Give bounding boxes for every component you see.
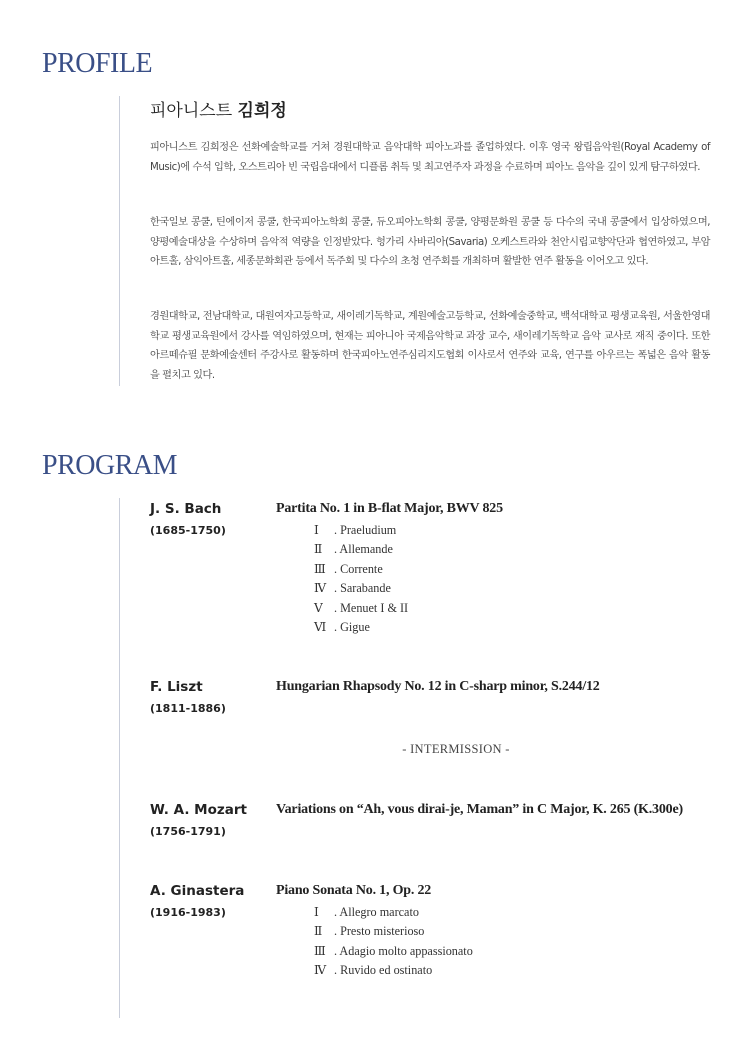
movement-name: . Allegro marcato: [334, 905, 419, 919]
movement-number: Ⅰ: [314, 905, 319, 919]
composer-name: F. Liszt: [150, 679, 203, 695]
composer-mozart: [150, 802, 270, 840]
profile-paragraph-1: 피아니스트 김희정은 선화예술학교를 거쳐 경원대학교 음악대학 피아노과를 졸업하였다. 이후 영국 왕립음악원(Royal Academy of Music)에 수석 입학, 오스트리아 빈 국립음대에서 디플롬 취득 및 최고연주자 과정을 수료하며 피아노 음악을 깊이 있게 탐구하였다.: [150, 142, 710, 173]
movement-item: [314, 560, 726, 579]
movement-number: Ⅱ: [314, 924, 323, 939]
heading-prefix: 피아니스트: [150, 101, 238, 121]
composer-ginastera: [150, 883, 270, 921]
movement-number: Ⅴ: [314, 600, 323, 615]
pianist-name: 김희정: [237, 101, 287, 121]
composer-years: (1685-1750): [150, 524, 226, 537]
work-title: Hungarian Rhapsody No. 12 in C-sharp minor, S.244/12: [276, 679, 600, 694]
profile-paragraph-3: 경원대학교, 전남대학교, 대원여자고등학교, 새이레기독학교, 계원예술고등학교, 선화예술중학교, 백석대학교 평생교육원, 서울한영대학교 평생교육원에서 강사를 역임하였으며, 현재는 피아니아 국제음악학교 과장 교수, 새이레기독학교 음악 교사로 재직 중이다. 또한 아르떼슈필 문화예술센터 주강사로 활동하며 한국피아노연주심리지도협회 이사로서 연주와 교육, 연구를 아우르는 폭넓은 음악 활동을 펼치고 있다.: [150, 311, 710, 381]
movement-number: Ⅳ: [314, 581, 327, 596]
movement-name: . Corrente: [334, 561, 383, 576]
movement-item: [314, 618, 726, 637]
profile-heading: [150, 96, 287, 121]
movement-list: [314, 903, 726, 981]
profile-section-title: PROFILE: [42, 48, 153, 79]
work-mozart: [276, 802, 726, 818]
movement-item: [314, 922, 726, 941]
composer-bach: [150, 501, 270, 539]
movement-name: . Presto misterioso: [334, 924, 425, 939]
work-liszt: [276, 679, 726, 695]
movement-item: [314, 540, 726, 559]
composer-name: W. A. Mozart: [150, 802, 247, 818]
composer-years: (1916-1983): [150, 906, 226, 919]
composer-years: (1811-1886): [150, 702, 226, 715]
movement-item: [314, 961, 726, 980]
movement-name: . Ruvido ed ostinato: [334, 963, 433, 978]
movement-name: . Adagio molto appassionato: [334, 943, 473, 958]
work-title: Partita No. 1 in B-flat Major, BWV 825: [276, 501, 503, 516]
movement-item: [314, 599, 726, 618]
program-section-title: PROGRAM: [42, 450, 177, 481]
movement-item: [314, 903, 726, 922]
profile-paragraph-2: 한국일보 콩쿨, 틴에이저 콩쿨, 한국피아노학회 콩쿨, 듀오피아노학회 콩쿨, 양평문화원 콩쿨 등 다수의 국내 콩쿨에서 입상하였으며, 양평예술대상을 수상하며 음악적 역량을 인정받았다. 헝가리 사바리아(Savaria) 오케스트라와 천안시립교향악단과 협연하였고, 부암아트홀, 삼익아트홀, 세종문화회관 등에서 독주회 및 다수의 초청 연주회를 개최하며 활발한 연주 활동을 이어오고 있다.: [150, 217, 710, 268]
movement-name: . Praeludium: [334, 523, 397, 537]
composer-liszt: [150, 679, 270, 717]
movement-number: Ⅲ: [314, 943, 326, 958]
program-vertical-rule: [119, 498, 120, 1018]
work-bach: [276, 501, 726, 637]
movement-name: . Menuet I & II: [334, 600, 409, 615]
movement-name: . Gigue: [334, 620, 370, 635]
work-title: Variations on “Ah, vous dirai-je, Maman” in C Major, K. 265 (K.300e): [276, 802, 683, 817]
profile-vertical-rule: [119, 96, 120, 386]
movement-number: Ⅵ: [314, 620, 327, 635]
movement-name: . Allemande: [334, 542, 393, 557]
movement-list: [314, 521, 726, 637]
movement-number: Ⅲ: [314, 561, 326, 576]
movement-item: [314, 579, 726, 598]
composer-name: J. S. Bach: [150, 501, 222, 517]
composer-years: (1756-1791): [150, 825, 226, 838]
movement-item: [314, 521, 726, 540]
movement-number: Ⅱ: [314, 542, 323, 557]
movement-number: Ⅰ: [314, 523, 319, 537]
intermission-label: - INTERMISSION -: [402, 742, 510, 756]
composer-name: A. Ginastera: [150, 883, 245, 899]
movement-number: Ⅳ: [314, 963, 327, 978]
movement-name: . Sarabande: [334, 581, 391, 596]
work-title: Piano Sonata No. 1, Op. 22: [276, 883, 432, 898]
work-ginastera: [276, 883, 726, 981]
movement-item: [314, 942, 726, 961]
